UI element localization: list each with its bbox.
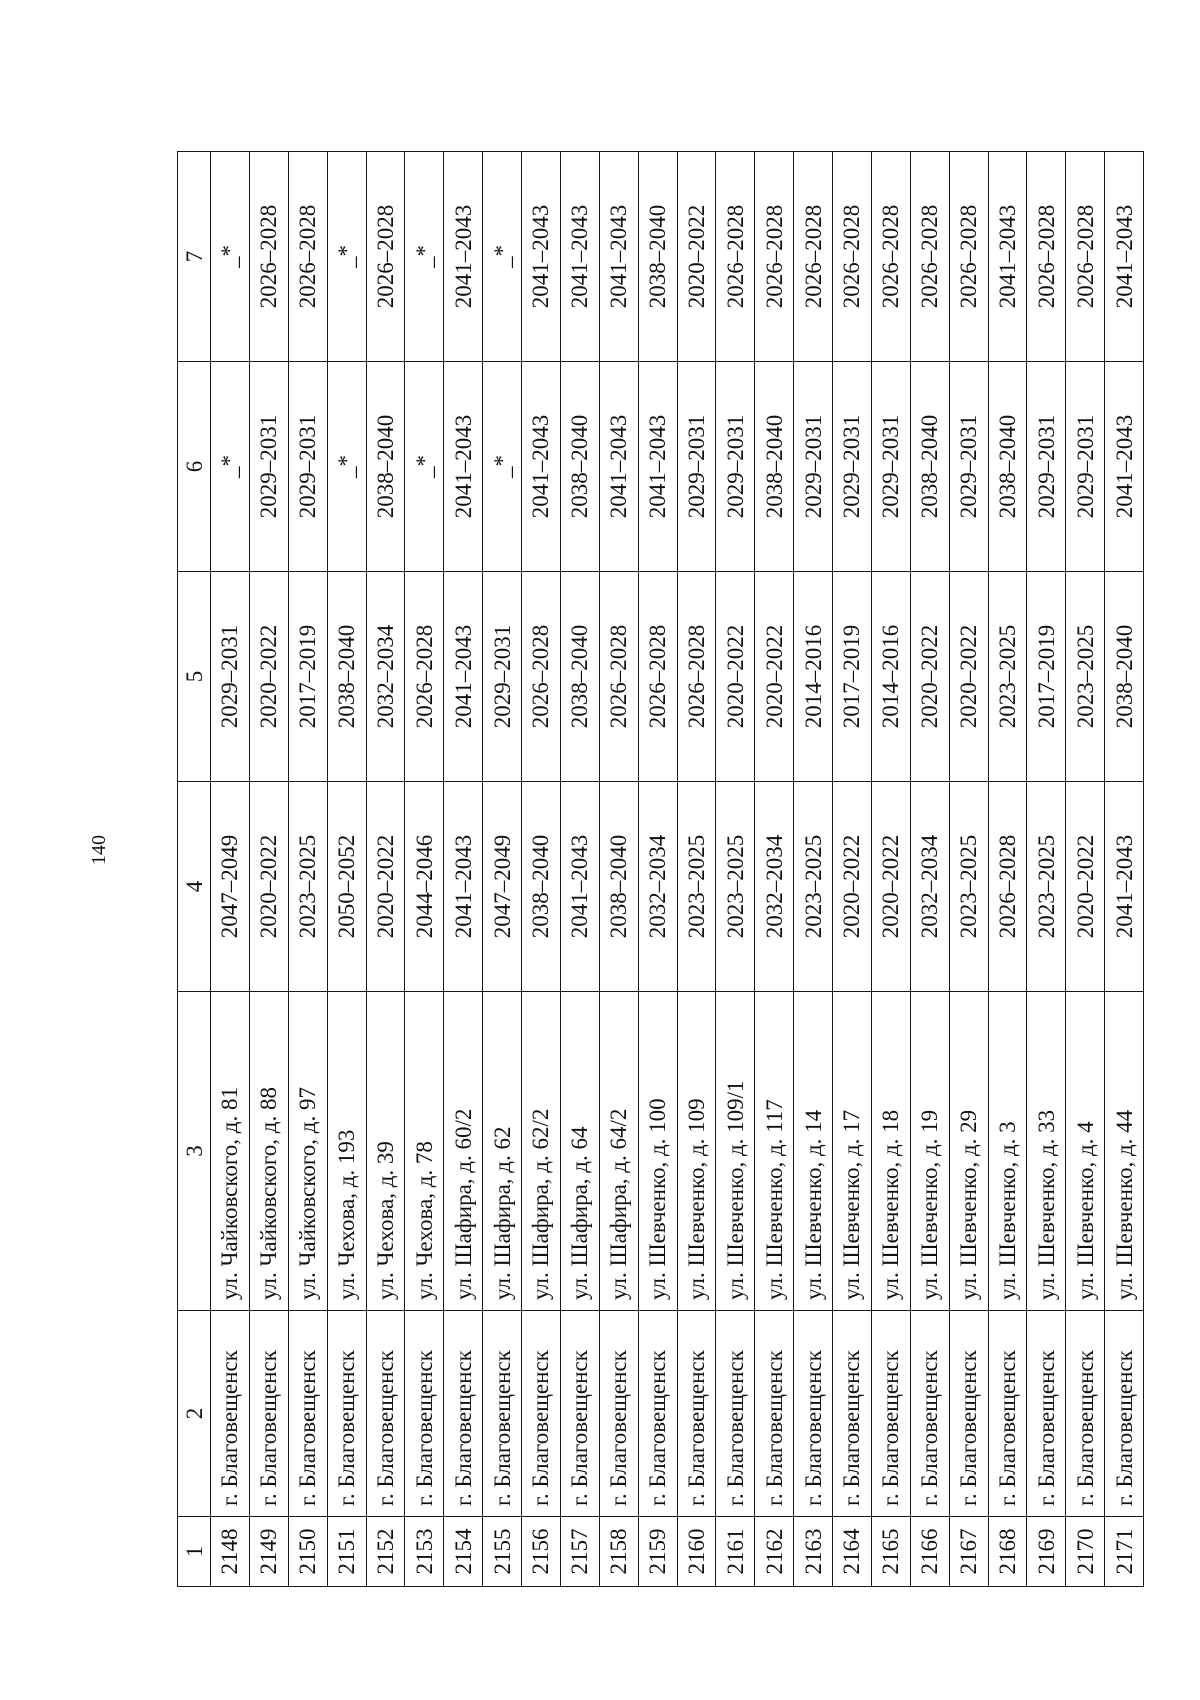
period-col-5: 2026–2028 (677, 572, 716, 782)
table-row (288, 152, 327, 1587)
table-row (677, 152, 716, 1587)
table-row (871, 152, 910, 1587)
address-cell: ул. Чехова, д. 193 (327, 992, 366, 1311)
city-cell: г. Благовещенск (599, 1311, 638, 1517)
period-col-6: 2029–2031 (949, 362, 988, 572)
table-row (716, 152, 755, 1587)
period-col-5: 2020–2022 (755, 572, 794, 782)
period-col-4: 2047–2049 (211, 782, 250, 992)
period-col-5: 2026–2028 (599, 572, 638, 782)
period-col-7: _* (405, 152, 444, 362)
period-col-7: 2041–2043 (1105, 152, 1144, 362)
city-cell: г. Благовещенск (988, 1311, 1027, 1517)
period-col-7: 2026–2028 (716, 152, 755, 362)
period-col-4: 2041–2043 (560, 782, 599, 992)
period-col-6: 2038–2040 (366, 362, 405, 572)
period-col-7: 2026–2028 (366, 152, 405, 362)
header-col-7: 7 (178, 152, 211, 362)
period-col-7: _* (483, 152, 522, 362)
period-col-5: 2038–2040 (560, 572, 599, 782)
address-cell: ул. Шафира, д. 64/2 (599, 992, 638, 1311)
period-col-4: 2026–2028 (988, 782, 1027, 992)
city-cell: г. Благовещенск (483, 1311, 522, 1517)
header-col-6: 6 (178, 362, 211, 572)
period-col-6: 2029–2031 (1066, 362, 1105, 572)
address-cell: ул. Чайковского, д. 81 (211, 992, 250, 1311)
row-number: 2169 (1027, 1517, 1066, 1587)
row-number: 2170 (1066, 1517, 1105, 1587)
city-cell: г. Благовещенск (716, 1311, 755, 1517)
page-number: 140 (88, 835, 110, 865)
address-cell: ул. Шевченко, д. 18 (871, 992, 910, 1311)
period-col-4: 2041–2043 (1105, 782, 1144, 992)
row-number: 2167 (949, 1517, 988, 1587)
row-number: 2159 (638, 1517, 677, 1587)
city-cell: г. Благовещенск (1066, 1311, 1105, 1517)
address-cell: ул. Чайковского, д. 88 (249, 992, 288, 1311)
period-col-6: _* (405, 362, 444, 572)
address-cell: ул. Шевченко, д. 44 (1105, 992, 1144, 1311)
period-col-5: 2038–2040 (1105, 572, 1144, 782)
table-row (988, 152, 1027, 1587)
city-cell: г. Благовещенск (560, 1311, 599, 1517)
period-col-7: 2026–2028 (1066, 152, 1105, 362)
period-col-5: 2023–2025 (988, 572, 1027, 782)
table-header-row (178, 152, 211, 1587)
period-col-4: 2038–2040 (599, 782, 638, 992)
row-number: 2154 (444, 1517, 483, 1587)
period-col-7: 2041–2043 (522, 152, 561, 362)
period-col-5: 2020–2022 (910, 572, 949, 782)
period-col-4: 2047–2049 (483, 782, 522, 992)
city-cell: г. Благовещенск (910, 1311, 949, 1517)
period-col-5: 2026–2028 (522, 572, 561, 782)
row-number: 2156 (522, 1517, 561, 1587)
period-col-5: 2017–2019 (1027, 572, 1066, 782)
city-cell: г. Благовещенск (638, 1311, 677, 1517)
address-cell: ул. Шевченко, д. 4 (1066, 992, 1105, 1311)
period-col-4: 2020–2022 (249, 782, 288, 992)
table-row (755, 152, 794, 1587)
city-cell: г. Благовещенск (522, 1311, 561, 1517)
row-number: 2162 (755, 1517, 794, 1587)
table-row (1105, 152, 1144, 1587)
period-col-7: 2041–2043 (444, 152, 483, 362)
row-number: 2164 (833, 1517, 872, 1587)
header-col-4: 4 (178, 782, 211, 992)
period-col-6: 2038–2040 (560, 362, 599, 572)
row-number: 2148 (211, 1517, 250, 1587)
period-col-6: 2029–2031 (716, 362, 755, 572)
city-cell: г. Благовещенск (211, 1311, 250, 1517)
period-col-6: 2041–2043 (522, 362, 561, 572)
period-col-5: 2017–2019 (288, 572, 327, 782)
period-col-6: 2029–2031 (833, 362, 872, 572)
period-col-4: 2023–2025 (677, 782, 716, 992)
row-number: 2160 (677, 1517, 716, 1587)
period-col-5: 2020–2022 (716, 572, 755, 782)
period-col-5: 2014–2016 (794, 572, 833, 782)
period-col-6: 2029–2031 (794, 362, 833, 572)
table-row (1027, 152, 1066, 1587)
address-cell: ул. Шевченко, д. 100 (638, 992, 677, 1311)
row-number: 2161 (716, 1517, 755, 1587)
table-body (211, 152, 1144, 1587)
row-number: 2163 (794, 1517, 833, 1587)
city-cell: г. Благовещенск (677, 1311, 716, 1517)
period-col-6: 2038–2040 (988, 362, 1027, 572)
header-col-2: 2 (178, 1311, 211, 1517)
city-cell: г. Благовещенск (444, 1311, 483, 1517)
period-col-6: 2041–2043 (599, 362, 638, 572)
table-row (1066, 152, 1105, 1587)
period-col-6: 2029–2031 (871, 362, 910, 572)
table-row (366, 152, 405, 1587)
row-number: 2152 (366, 1517, 405, 1587)
period-col-7: 2038–2040 (638, 152, 677, 362)
period-col-6: _* (211, 362, 250, 572)
period-col-5: 2023–2025 (1066, 572, 1105, 782)
period-col-5: 2014–2016 (871, 572, 910, 782)
period-col-6: 2041–2043 (444, 362, 483, 572)
period-col-6: 2029–2031 (288, 362, 327, 572)
period-col-5: 2038–2040 (327, 572, 366, 782)
period-col-5: 2026–2028 (405, 572, 444, 782)
city-cell: г. Благовещенск (366, 1311, 405, 1517)
period-col-6: 2029–2031 (249, 362, 288, 572)
period-col-7: 2026–2028 (949, 152, 988, 362)
period-col-4: 2050–2052 (327, 782, 366, 992)
table-row (483, 152, 522, 1587)
address-cell: ул. Шевченко, д. 117 (755, 992, 794, 1311)
period-col-4: 2023–2025 (716, 782, 755, 992)
period-col-7: 2026–2028 (755, 152, 794, 362)
row-number: 2168 (988, 1517, 1027, 1587)
period-col-4: 2020–2022 (871, 782, 910, 992)
address-cell: ул. Шафира, д. 60/2 (444, 992, 483, 1311)
address-cell: ул. Шафира, д. 62/2 (522, 992, 561, 1311)
address-cell: ул. Шевченко, д. 109/1 (716, 992, 755, 1311)
city-cell: г. Благовещенск (833, 1311, 872, 1517)
period-col-5: 2020–2022 (249, 572, 288, 782)
period-col-5: 2029–2031 (211, 572, 250, 782)
table-row (638, 152, 677, 1587)
row-number: 2171 (1105, 1517, 1144, 1587)
period-col-7: 2041–2043 (599, 152, 638, 362)
header-col-5: 5 (178, 572, 211, 782)
period-col-6: _* (327, 362, 366, 572)
period-col-6: 2041–2043 (1105, 362, 1144, 572)
period-col-7: 2026–2028 (794, 152, 833, 362)
period-col-4: 2020–2022 (366, 782, 405, 992)
period-col-4: 2041–2043 (444, 782, 483, 992)
city-cell: г. Благовещенск (249, 1311, 288, 1517)
period-col-6: 2038–2040 (910, 362, 949, 572)
period-col-5: 2032–2034 (366, 572, 405, 782)
period-col-7: 2026–2028 (871, 152, 910, 362)
period-col-6: 2041–2043 (638, 362, 677, 572)
address-cell: ул. Шевченко, д. 17 (833, 992, 872, 1311)
city-cell: г. Благовещенск (1105, 1311, 1144, 1517)
period-col-7: _* (211, 152, 250, 362)
address-cell: ул. Шевченко, д. 29 (949, 992, 988, 1311)
period-col-7: 2026–2028 (833, 152, 872, 362)
city-cell: г. Благовещенск (288, 1311, 327, 1517)
period-col-5: 2029–2031 (483, 572, 522, 782)
period-col-4: 2044–2046 (405, 782, 444, 992)
address-cell: ул. Шевченко, д. 33 (1027, 992, 1066, 1311)
period-col-5: 2017–2019 (833, 572, 872, 782)
period-col-6: 2038–2040 (755, 362, 794, 572)
table-row (910, 152, 949, 1587)
row-number: 2151 (327, 1517, 366, 1587)
table-row (794, 152, 833, 1587)
city-cell: г. Благовещенск (871, 1311, 910, 1517)
period-col-4: 2032–2034 (755, 782, 794, 992)
table-row (327, 152, 366, 1587)
table-row (405, 152, 444, 1587)
row-number: 2165 (871, 1517, 910, 1587)
table-row (522, 152, 561, 1587)
period-col-7: 2026–2028 (1027, 152, 1066, 362)
period-col-6: 2029–2031 (677, 362, 716, 572)
table-row (833, 152, 872, 1587)
period-col-5: 2020–2022 (949, 572, 988, 782)
period-col-4: 2020–2022 (1066, 782, 1105, 992)
row-number: 2155 (483, 1517, 522, 1587)
table-row (444, 152, 483, 1587)
address-cell: ул. Шевченко, д. 109 (677, 992, 716, 1311)
document-table-wrapper (177, 152, 1144, 1587)
period-col-6: 2029–2031 (1027, 362, 1066, 572)
table-row (249, 152, 288, 1587)
header-col-1: 1 (178, 1517, 211, 1587)
period-col-4: 2023–2025 (288, 782, 327, 992)
period-col-7: 2041–2043 (988, 152, 1027, 362)
period-col-4: 2023–2025 (949, 782, 988, 992)
row-number: 2149 (249, 1517, 288, 1587)
table-row (599, 152, 638, 1587)
period-col-4: 2023–2025 (1027, 782, 1066, 992)
period-col-4: 2032–2034 (638, 782, 677, 992)
row-number: 2150 (288, 1517, 327, 1587)
address-cell: ул. Шафира, д. 64 (560, 992, 599, 1311)
period-col-7: 2020–2022 (677, 152, 716, 362)
address-cell: ул. Шевченко, д. 14 (794, 992, 833, 1311)
period-col-7: _* (327, 152, 366, 362)
period-col-7: 2041–2043 (560, 152, 599, 362)
city-cell: г. Благовещенск (949, 1311, 988, 1517)
row-number: 2153 (405, 1517, 444, 1587)
period-col-7: 2026–2028 (249, 152, 288, 362)
table-row (211, 152, 250, 1587)
city-cell: г. Благовещенск (794, 1311, 833, 1517)
row-number: 2157 (560, 1517, 599, 1587)
city-cell: г. Благовещенск (755, 1311, 794, 1517)
address-cell: ул. Шевченко, д. 19 (910, 992, 949, 1311)
period-col-7: 2026–2028 (910, 152, 949, 362)
address-cell: ул. Шевченко, д. 3 (988, 992, 1027, 1311)
row-number: 2158 (599, 1517, 638, 1587)
period-col-5: 2041–2043 (444, 572, 483, 782)
city-cell: г. Благовещенск (405, 1311, 444, 1517)
period-col-6: _* (483, 362, 522, 572)
city-cell: г. Благовещенск (1027, 1311, 1066, 1517)
period-col-7: 2026–2028 (288, 152, 327, 362)
period-col-4: 2038–2040 (522, 782, 561, 992)
period-col-4: 2020–2022 (833, 782, 872, 992)
repair-schedule-table (177, 151, 1144, 1587)
period-col-4: 2032–2034 (910, 782, 949, 992)
table-row (560, 152, 599, 1587)
table-row (949, 152, 988, 1587)
address-cell: ул. Чехова, д. 39 (366, 992, 405, 1311)
header-col-3: 3 (178, 992, 211, 1311)
period-col-5: 2026–2028 (638, 572, 677, 782)
city-cell: г. Благовещенск (327, 1311, 366, 1517)
address-cell: ул. Чехова, д. 78 (405, 992, 444, 1311)
row-number: 2166 (910, 1517, 949, 1587)
address-cell: ул. Чайковского, д. 97 (288, 992, 327, 1311)
period-col-4: 2023–2025 (794, 782, 833, 992)
address-cell: ул. Шафира, д. 62 (483, 992, 522, 1311)
